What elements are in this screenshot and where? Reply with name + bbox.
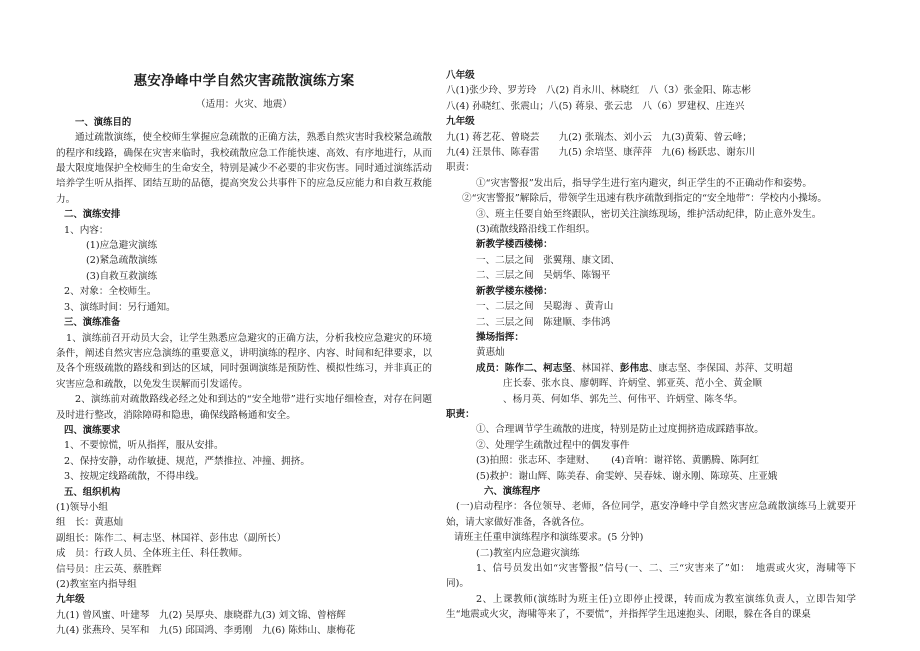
purpose-paragraph: 通过疏散演练，使全校师生掌握应急疏散的正确方法，熟悉自然灾害时我校紧急疏散的程序和线路，确保在灾害来临时，我校疏散应急工作能快速、高效、有序地进行，从而最大限度地保护全校师生的生命安全，特别是减少不必要的非灾伤害。同时通过演练活动培养学生听从指挥、团结互助的品德，提高突发公共事件下的应急反应能力和自救互救能力。 bbox=[56, 132, 432, 205]
members-rest: 、康志坚、李保国、苏萍、艾明超 bbox=[648, 362, 793, 374]
document-title: 惠安净峰中学自然灾害疏散演练方案 bbox=[133, 73, 355, 89]
photo-audio-line bbox=[446, 453, 856, 468]
organization-line: 副组长：陈作二、柯志坚、林国祥、彭伟忠（副所长） bbox=[56, 532, 287, 544]
east-stair-line: 二、三层之间 陈建顺、李伟鸿 bbox=[476, 316, 611, 328]
duty-item: ③、班主任要自始至终跟队，密切关注演练现场，维护活动纪律，防止意外发生。 bbox=[476, 208, 822, 220]
grade9-heading: 九年级 bbox=[446, 116, 475, 128]
duty-label: 职责： bbox=[446, 408, 475, 420]
east-stair-heading: 新教学楼东楼梯： bbox=[476, 285, 553, 297]
section-heading-purpose: 一、演练目的 bbox=[75, 116, 132, 128]
group-heading: (3)疏散线路沿线工作组织。 bbox=[476, 224, 596, 236]
west-stair-line: 二、三层之间 吴炳华、陈锡平 bbox=[476, 270, 611, 282]
arrangement-item: 1、内容： bbox=[64, 224, 109, 236]
arrangement-item: 2、对象：全校师生。 bbox=[64, 286, 157, 298]
duty-item: ②“灾害警报”解除后，带领学生迅速有秩序疏散到指定的“安全地带”：学校内小操场。 bbox=[462, 193, 827, 205]
organization-line: (1)领导小组 bbox=[56, 501, 108, 513]
section-heading-arrangement: 二、演练安排 bbox=[64, 209, 121, 221]
rescue-group: (5)救护：谢山辉、陈美春、俞雯婷、吴春妹、谢永刚、陈琼英、庄亚娥 bbox=[476, 470, 778, 482]
arrangement-item: (2)紧急疏散演练 bbox=[86, 255, 158, 267]
members-bold: 彭伟忠 bbox=[619, 362, 649, 374]
duty-item: ①“灾害警报”发出后，指导学生进行室内避灾，纠正学生的不正确动作和姿势。 bbox=[476, 177, 812, 189]
members-label: 成员： bbox=[476, 362, 505, 374]
duty-item: ②、处理学生疏散过程中的偶发事件 bbox=[476, 439, 630, 451]
procedure-step: 1、信号员发出如“灾害警报”信号(一、二、三“灾害来了”如： 地震或火灾，海啸等下同)。 bbox=[446, 563, 856, 590]
organization-line: 信号员：庄云英、蔡胜辉 bbox=[56, 563, 162, 575]
left-column bbox=[56, 74, 432, 639]
right-column bbox=[446, 68, 856, 623]
grade9-line: 九(1) 蒋艺花、曾晓芸 九(2) 张瑞杰、刘小云 九(3)黄菊、曾云峰； bbox=[446, 131, 752, 143]
preparation-paragraph: 1、演练前召开动员大会，让学生熟悉应急避灾的正确方法，分析我校应急避灾的环境条件，阐述自然灾害应急演练的重要意义，讲明演练的程序、内容、时间和纪律要求，以及各个班级疏散的路线和到达的区域，同时强调演练是预防性、模拟性练习，并非真正的灾害应急和疏散，以免发生误解而引发谣传。 bbox=[56, 332, 432, 390]
organization-line: 成 员：行政人员、全体班主任、科任教师。 bbox=[56, 548, 248, 560]
audio-group: (4)音响：谢祥铭、黄鹏腾、陈阿红 bbox=[611, 455, 760, 467]
members-bold: 陈作二、柯志坚 bbox=[504, 362, 572, 374]
preparation-paragraph: 2、演练前对疏散路线必经之处和到达的“安全地带”进行实地仔细检查，对存在问题及时进行整改，消除障碍和隐患，确保线路畅通和安全。 bbox=[56, 394, 432, 421]
section-heading-organization: 五、组织机构 bbox=[64, 486, 121, 498]
west-stair-line: 一、二层之间 张翼翔、康文团、 bbox=[476, 254, 620, 266]
requirement-item: 2、保持安静，动作敏捷、规范，严禁推拉、冲撞、拥挤。 bbox=[64, 455, 310, 467]
requirement-item: 1、不要惊慌，听从指挥，服从安排。 bbox=[64, 440, 224, 452]
section-heading-requirements: 四、演练要求 bbox=[64, 424, 121, 436]
procedure-subheading: (二)教室内应急避灾演练 bbox=[476, 547, 580, 559]
grade8-heading: 八年级 bbox=[446, 70, 475, 81]
photo-group: (3)拍照：张志环、李建财、 bbox=[476, 455, 596, 467]
grade9-line: 九(4) 张燕玲、吴军和 九(5) 邱国鸿、李勇刚 九(6) 陈炜山、康梅花 bbox=[56, 625, 356, 637]
arrangement-item: 3、演练时间：另行通知。 bbox=[64, 301, 176, 313]
document-subtitle: （适用：火灾、地震） bbox=[196, 99, 292, 111]
grade8-line: 八(4) 孙晓红、张震山；八(5) 蒋泉、张云忠 八（6）罗建权、庄连兴 bbox=[446, 100, 745, 112]
section-heading-preparation: 三、演练准备 bbox=[64, 317, 121, 329]
section-heading-procedure: 六、演练程序 bbox=[484, 485, 541, 497]
grade9-heading: 九年级 bbox=[56, 594, 85, 606]
procedure-step: 2、上课教师(演练时为班主任)立即停止授课，转而成为教室演练负责人，立即告知学生“地震或火灾，海啸等来了，不要慌”，并指挥学生迅速抱头、闭眼，躲在各自的课桌 bbox=[446, 593, 856, 621]
east-stair-line: 一、二层之间 吴聪海 、黄青山 bbox=[476, 301, 614, 313]
arrangement-item: (3)自救互救演练 bbox=[86, 270, 158, 282]
arrangement-item: (1)应急避灾演练 bbox=[86, 240, 158, 252]
duty-item: ①、合理调节学生疏散的进度，特别是防止过度拥挤造成踩踏事故。 bbox=[476, 424, 764, 436]
west-stair-heading: 新教学楼西楼梯： bbox=[476, 239, 553, 251]
duty-label: 职责： bbox=[446, 162, 475, 174]
procedure-paragraph: 请班主任重申演练程序和演练要求。(5 分钟) bbox=[454, 532, 644, 544]
members-sep: 、林国祥、 bbox=[571, 362, 620, 374]
members-line bbox=[446, 361, 856, 376]
procedure-paragraph: (一)启动程序：各位领导、老师，各位同学，惠安净峰中学自然灾害应急疏散演练马上就要开始，请大家做好准备，各就各位。 bbox=[446, 501, 856, 528]
field-command-heading: 操场指挥： bbox=[476, 331, 524, 343]
field-commander: 黄惠灿 bbox=[476, 347, 505, 359]
organization-line: (2)教室室内指导组 bbox=[56, 579, 137, 590]
requirement-item: 3、按规定线路疏散，不得串线。 bbox=[64, 471, 205, 483]
members-line: 庄长泰、张水良、廖朝晖、许炳堂、郭亚英、范小全、黄金顺 bbox=[503, 378, 763, 390]
grade9-line: 九(1) 曾风蜜、叶建琴 九(2) 吴厚央、康晓群九(3) 刘文锦、曾榕辉 bbox=[56, 609, 346, 621]
grade9-line: 九(4) 汪景伟、陈春雷 九(5) 余培坚、康萍萍 九(6) 杨跃忠、谢东川 bbox=[446, 147, 755, 159]
members-line: 、杨月英、何如华、郭先兰、何伟平、许炳堂、陈冬华。 bbox=[503, 393, 743, 405]
organization-line: 组 长：黄惠灿 bbox=[56, 517, 124, 529]
grade8-line: 八(1)张少玲、罗芳玲 八(2) 肖永川、林晓红 八（3）张金阳、陈志彬 bbox=[446, 85, 751, 97]
